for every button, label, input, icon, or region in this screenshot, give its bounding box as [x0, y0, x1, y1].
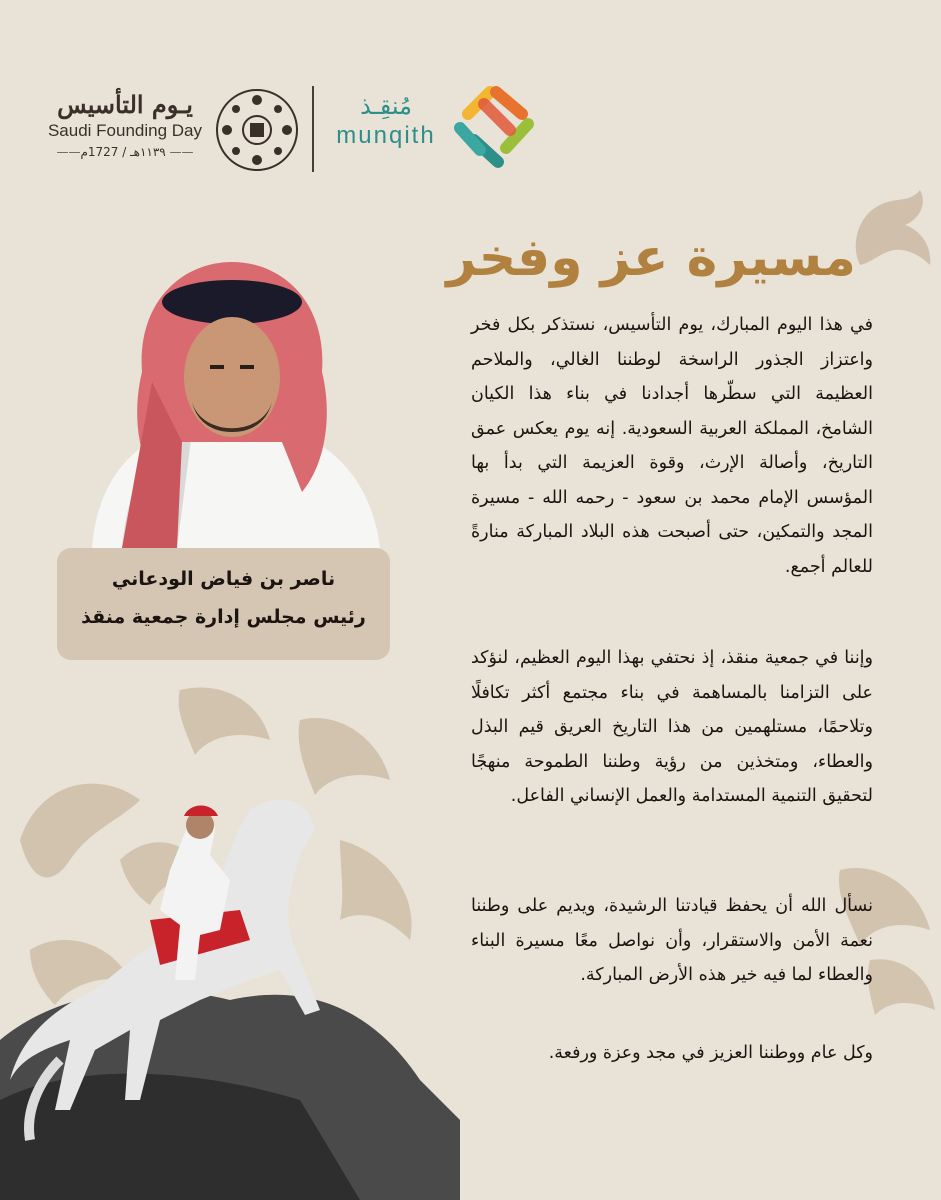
person-role: رئيس مجلس إدارة جمعية منقذ [81, 606, 366, 628]
portrait-photo [82, 262, 382, 548]
header-logos [40, 80, 560, 180]
page-title: مسيرة عز وفخر [446, 228, 856, 288]
paragraph-prayer: نسأل الله أن يحفظ قيادتنا الرشيدة، ويديم على وطننا نعمة الأمن والاستقرار، وأن نواصل معًا مسيرة البناء والعطاء لما فيه خير هذه الأرض المباركة. [471, 896, 873, 985]
munqith-wordmark [326, 92, 446, 150]
munqith-logo-icon [450, 84, 536, 170]
rider-horse-photo [0, 680, 460, 1200]
founding-day-date: —— ١١٣٩هـ / 1727م —— [40, 145, 210, 159]
logo-divider [312, 86, 314, 172]
paragraph-munqith: وإننا في جمعية منقذ، إذ نحتفي بهذا اليوم العظيم، لنؤكد على التزامنا بالمساهمة في بناء مجتمع أكثر تكافلًا وتلاحمًا، مستلهمين من هذا التاريخ العريق قيم البذل والعطاء، ومتخذين من رؤية وطننا الطموحة منهجًا لتحقيق التنمية المستدامة والعمل الإنساني الفاعل. [471, 648, 873, 806]
saudi-founding-day-logo [40, 90, 210, 159]
founding-day-english: Saudi Founding Day [47, 121, 203, 140]
munqith-arabic: مُنقِـذ [360, 92, 412, 120]
paragraph-closing: وكل عام ووطننا العزيز في مجد وعزة ورفعة. [548, 1043, 873, 1063]
paragraph-intro: في هذا اليوم المبارك، يوم التأسيس، نستذكر بكل فخر واعتزاز الجذور الراسخة لوطننا الغالي، والملاحم العظيمة التي سطّرها أجدادنا في بناء هذا الكيان الشامخ، المملكة العربية السعودية. إنه يوم يعكس عمق التاريخ، وأصالة الإرث، وقوة العزيمة التي بدأ بها المؤسس الإمام محمد بن سعود - رحمه الله - مسيرة المجد والتمكين، حتى أصبحت هذه البلاد المباركة منارةً للعالم أجمع. [471, 315, 873, 577]
founding-day-seal-icon [215, 88, 299, 172]
person-name: ناصر بن فياض الودعاني [111, 568, 336, 590]
founding-day-arabic: يـوم التأسيس [57, 90, 193, 119]
munqith-english: munqith [336, 122, 436, 149]
name-card [57, 548, 390, 660]
